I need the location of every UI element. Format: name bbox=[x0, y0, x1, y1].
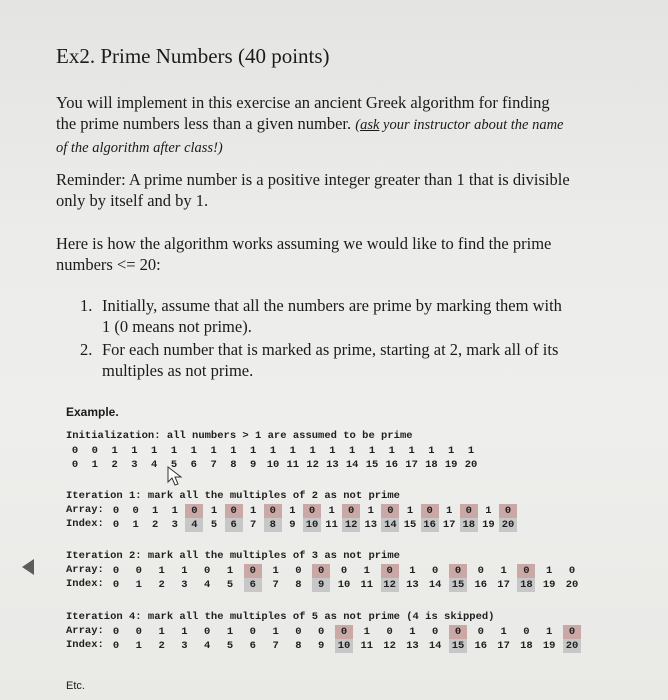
intro-line-2 bbox=[56, 113, 631, 136]
index-cell: 13 bbox=[406, 640, 419, 652]
array-cell: 1 bbox=[269, 445, 277, 457]
array-cell: 0 bbox=[517, 564, 535, 578]
array-cell: 1 bbox=[181, 626, 188, 638]
array-cell: 0 bbox=[71, 445, 79, 457]
index-cell: 13 bbox=[406, 579, 419, 591]
array-cell: 1 bbox=[226, 565, 234, 577]
index-cell: 18 bbox=[520, 640, 533, 652]
array-cell: 0 bbox=[295, 626, 302, 638]
index-cell: 6 bbox=[190, 459, 197, 471]
index-cell: 3 bbox=[131, 459, 138, 471]
index-cell: 17 bbox=[442, 519, 456, 531]
index-cell: 1 bbox=[132, 519, 139, 531]
array-cell: 1 bbox=[250, 505, 257, 517]
index-cell: 20 bbox=[565, 579, 579, 591]
array-cell: 0 bbox=[112, 626, 120, 638]
index-cell: 11 bbox=[360, 640, 374, 652]
list-item bbox=[80, 339, 630, 381]
array-cell: 1 bbox=[171, 505, 178, 517]
index-cell: 7 bbox=[210, 459, 217, 471]
array-cell: 1 bbox=[329, 445, 336, 457]
reminder-line-2: only by itself and by 1. bbox=[56, 191, 209, 210]
index-cell: 15 bbox=[449, 639, 467, 653]
array-cell: 0 bbox=[499, 504, 517, 518]
array-cell: 1 bbox=[272, 626, 279, 638]
etc-text: Etc. bbox=[66, 680, 85, 692]
iteration-heading: Initialization: all numbers > 1 are assumed to be prime bbox=[66, 430, 413, 442]
index-cell: 12 bbox=[383, 640, 396, 652]
index-cell: 17 bbox=[405, 459, 418, 471]
step-text bbox=[102, 339, 630, 381]
example-label: Example. bbox=[66, 405, 119, 419]
array-cell: 1 bbox=[367, 505, 374, 517]
index-cell: 8 bbox=[230, 459, 237, 471]
intro-line-3-text: of the algorithm after class!) bbox=[56, 140, 223, 156]
array-cell: 1 bbox=[388, 445, 395, 457]
array-cell: 1 bbox=[485, 505, 492, 517]
array-cell: 1 bbox=[250, 445, 257, 457]
array-cell: 1 bbox=[190, 445, 197, 457]
index-cell: 14 bbox=[428, 579, 442, 591]
index-cell: 8 bbox=[295, 640, 302, 652]
array-cell: 0 bbox=[381, 504, 399, 518]
array-cell: 1 bbox=[363, 565, 370, 577]
array-cell: 0 bbox=[563, 625, 581, 639]
array-cell: 1 bbox=[409, 565, 416, 577]
index-cell: 2 bbox=[152, 519, 159, 531]
intro-ask-word: ask bbox=[360, 117, 380, 133]
index-cell: 8 bbox=[295, 579, 302, 591]
array-cell: 1 bbox=[448, 445, 455, 457]
index-cell: 20 bbox=[464, 459, 478, 471]
index-cell: 6 bbox=[244, 578, 262, 592]
array-cell: 1 bbox=[328, 505, 335, 517]
array-cell: 0 bbox=[460, 504, 478, 518]
array-cell: 0 bbox=[318, 626, 325, 638]
array-cell: 0 bbox=[244, 564, 262, 578]
array-cell: 1 bbox=[111, 445, 118, 457]
step-number: 1. bbox=[80, 296, 93, 315]
index-cell: 4 bbox=[151, 459, 158, 471]
index-cell: 2 bbox=[111, 459, 118, 471]
index-cell: 15 bbox=[365, 459, 379, 471]
index-cell: 7 bbox=[250, 519, 257, 531]
index-cell: 17 bbox=[497, 640, 510, 652]
index-cell: 18 bbox=[425, 459, 438, 471]
array-cell: 0 bbox=[421, 504, 439, 518]
array-cell: 1 bbox=[131, 445, 138, 457]
index-cell: 6 bbox=[225, 518, 243, 532]
array-cell: 1 bbox=[406, 505, 414, 517]
index-cell: 0 bbox=[112, 519, 120, 531]
index-cell: 0 bbox=[112, 579, 120, 591]
index-cell: 16 bbox=[474, 640, 488, 652]
howto-line-2: numbers <= 20: bbox=[56, 255, 161, 274]
array-cell: 1 bbox=[289, 505, 296, 517]
reminder-paragraph bbox=[56, 169, 631, 211]
array-cell: 0 bbox=[340, 565, 348, 577]
iteration-heading: Iteration 2: mark all the multiples of 3 as not prime bbox=[66, 550, 400, 562]
array-cell: 1 bbox=[500, 626, 507, 638]
index-cell: 0 bbox=[112, 640, 120, 652]
index-cell: 10 bbox=[335, 639, 353, 653]
triangle-marker-icon bbox=[22, 559, 34, 575]
list-item bbox=[80, 295, 630, 337]
index-cell: 19 bbox=[542, 579, 556, 591]
array-cell: 0 bbox=[295, 565, 302, 577]
index-label: Index: bbox=[66, 639, 104, 651]
intro-line-1: You will implement in this exercise an ancient Greek algorithm for finding bbox=[56, 93, 550, 112]
array-cell: 0 bbox=[449, 564, 467, 578]
step-line-1: For each number that is marked as prime, starting at 2, mark all of its bbox=[102, 340, 559, 359]
array-cell: 1 bbox=[226, 626, 234, 638]
array-cell: 0 bbox=[112, 505, 120, 517]
index-cell: 15 bbox=[403, 519, 417, 531]
array-cell: 0 bbox=[342, 504, 360, 518]
index-cell: 5 bbox=[226, 640, 234, 652]
index-cell: 16 bbox=[474, 579, 488, 591]
index-cell: 2 bbox=[158, 579, 165, 591]
step-line-1: Initially, assume that all the numbers are prime by marking them with bbox=[102, 296, 562, 315]
array-cell: 1 bbox=[151, 445, 158, 457]
step-text bbox=[102, 295, 630, 337]
array-cell: 0 bbox=[568, 565, 576, 577]
index-cell: 11 bbox=[360, 579, 374, 591]
index-cell: 2 bbox=[158, 640, 165, 652]
array-cell: 1 bbox=[500, 565, 507, 577]
intro-paragraph bbox=[56, 92, 631, 159]
index-cell: 3 bbox=[171, 519, 178, 531]
array-cell: 0 bbox=[204, 565, 211, 577]
array-cell: 0 bbox=[225, 504, 243, 518]
array-cell: 1 bbox=[446, 505, 453, 517]
index-cell: 12 bbox=[306, 459, 319, 471]
index-cell: 18 bbox=[460, 518, 478, 532]
index-cell: 19 bbox=[482, 519, 495, 531]
step-line-2: 1 (0 means not prime). bbox=[102, 317, 252, 336]
index-cell: 9 bbox=[289, 519, 296, 531]
array-cell: 0 bbox=[477, 565, 484, 577]
array-cell: 1 bbox=[428, 445, 435, 457]
array-cell: 0 bbox=[381, 564, 399, 578]
index-cell: 15 bbox=[449, 578, 467, 592]
index-cell: 9 bbox=[250, 459, 257, 471]
array-cell: 0 bbox=[264, 504, 282, 518]
index-cell: 14 bbox=[345, 459, 359, 471]
index-cell: 16 bbox=[421, 518, 439, 532]
index-cell: 16 bbox=[385, 459, 399, 471]
array-cell: 1 bbox=[409, 626, 416, 638]
array-cell: 1 bbox=[210, 505, 218, 517]
index-label: Index: bbox=[66, 578, 104, 590]
intro-line-3 bbox=[56, 136, 631, 159]
index-cell: 4 bbox=[185, 518, 203, 532]
index-cell: 4 bbox=[204, 640, 211, 652]
index-cell: 3 bbox=[181, 640, 188, 652]
index-cell: 10 bbox=[266, 459, 280, 471]
howto-line-1: Here is how the algorithm works assuming we would like to find the prime bbox=[56, 234, 552, 253]
index-cell: 9 bbox=[312, 578, 330, 592]
array-cell: 0 bbox=[335, 625, 353, 639]
index-cell: 10 bbox=[337, 579, 351, 591]
mouse-cursor-icon bbox=[167, 466, 183, 486]
index-cell: 20 bbox=[563, 639, 581, 653]
intro-ask-note: (ask your instructor about the name bbox=[355, 117, 564, 133]
step-line-2: multiples as not prime. bbox=[102, 361, 254, 380]
array-cell: 0 bbox=[432, 626, 439, 638]
index-cell: 12 bbox=[342, 518, 360, 532]
array-cell: 1 bbox=[289, 445, 296, 457]
iteration-heading: Iteration 4: mark all the multiples of 5 as not prime (4 is skipped) bbox=[66, 611, 495, 623]
index-cell: 13 bbox=[326, 459, 339, 471]
array-cell: 0 bbox=[135, 565, 142, 577]
array-cell: 1 bbox=[152, 505, 159, 517]
index-cell: 5 bbox=[210, 519, 218, 531]
array-cell: 0 bbox=[449, 625, 467, 639]
array-cell: 0 bbox=[303, 504, 321, 518]
exercise-title: Ex2. Prime Numbers (40 points) bbox=[56, 44, 330, 68]
index-cell: 19 bbox=[444, 459, 458, 471]
array-cell: 1 bbox=[158, 565, 165, 577]
index-cell: 0 bbox=[71, 459, 79, 471]
array-cell: 1 bbox=[210, 445, 217, 457]
array-cell: 0 bbox=[477, 626, 484, 638]
array-label: Array: bbox=[66, 625, 104, 637]
array-cell: 0 bbox=[91, 445, 98, 457]
iteration-heading: Iteration 1: mark all the multiples of 2 as not prime bbox=[66, 490, 400, 502]
index-cell: 18 bbox=[517, 578, 535, 592]
index-cell: 8 bbox=[264, 518, 282, 532]
index-cell: 7 bbox=[272, 640, 279, 652]
index-label: Index: bbox=[66, 518, 104, 530]
index-cell: 10 bbox=[303, 518, 321, 532]
array-cell: 0 bbox=[249, 626, 256, 638]
index-cell: 6 bbox=[249, 640, 256, 652]
array-cell: 0 bbox=[132, 505, 139, 517]
array-cell: 1 bbox=[546, 626, 553, 638]
array-cell: 0 bbox=[185, 504, 203, 518]
howto-paragraph bbox=[56, 233, 631, 275]
array-cell: 0 bbox=[112, 565, 120, 577]
index-cell: 14 bbox=[381, 518, 399, 532]
array-cell: 1 bbox=[368, 445, 376, 457]
index-cell: 3 bbox=[181, 579, 188, 591]
index-cell: 14 bbox=[428, 640, 442, 652]
array-cell: 0 bbox=[386, 626, 393, 638]
index-cell: 9 bbox=[318, 640, 325, 652]
array-cell: 0 bbox=[135, 626, 142, 638]
array-cell: 1 bbox=[272, 565, 279, 577]
array-cell: 1 bbox=[363, 626, 370, 638]
array-cell: 0 bbox=[312, 564, 330, 578]
index-cell: 1 bbox=[135, 640, 142, 652]
index-cell: 1 bbox=[135, 579, 142, 591]
array-label: Array: bbox=[66, 564, 104, 576]
array-cell: 1 bbox=[181, 565, 188, 577]
index-cell: 20 bbox=[499, 518, 517, 532]
intro-line-2-text: the prime numbers less than a given number. bbox=[56, 114, 352, 133]
intro-ask-rest: your instructor about the name bbox=[379, 117, 564, 133]
index-cell: 4 bbox=[204, 579, 211, 591]
array-cell: 1 bbox=[158, 626, 165, 638]
index-cell: 1 bbox=[91, 459, 98, 471]
index-cell: 11 bbox=[286, 459, 300, 471]
array-cell: 1 bbox=[170, 445, 178, 457]
step-number: 2. bbox=[80, 340, 93, 359]
array-cell: 1 bbox=[309, 445, 316, 457]
array-cell: 0 bbox=[523, 626, 530, 638]
steps-list bbox=[80, 295, 630, 383]
array-cell: 0 bbox=[432, 565, 439, 577]
index-cell: 11 bbox=[325, 519, 338, 531]
index-cell: 17 bbox=[497, 579, 510, 591]
reminder-line-1: Reminder: A prime number is a positive integer greater than 1 that is divisible bbox=[56, 170, 570, 189]
index-cell: 13 bbox=[364, 519, 378, 531]
array-cell: 1 bbox=[408, 445, 415, 457]
array-cell: 1 bbox=[230, 445, 237, 457]
index-cell: 5 bbox=[226, 579, 234, 591]
index-cell: 12 bbox=[381, 578, 399, 592]
array-cell: 1 bbox=[546, 565, 553, 577]
array-cell: 1 bbox=[349, 445, 356, 457]
index-cell: 5 bbox=[170, 459, 178, 471]
index-cell: 19 bbox=[542, 640, 556, 652]
index-cell: 7 bbox=[272, 579, 279, 591]
array-cell: 1 bbox=[467, 445, 475, 457]
array-cell: 0 bbox=[204, 626, 211, 638]
array-label: Array: bbox=[66, 504, 104, 516]
